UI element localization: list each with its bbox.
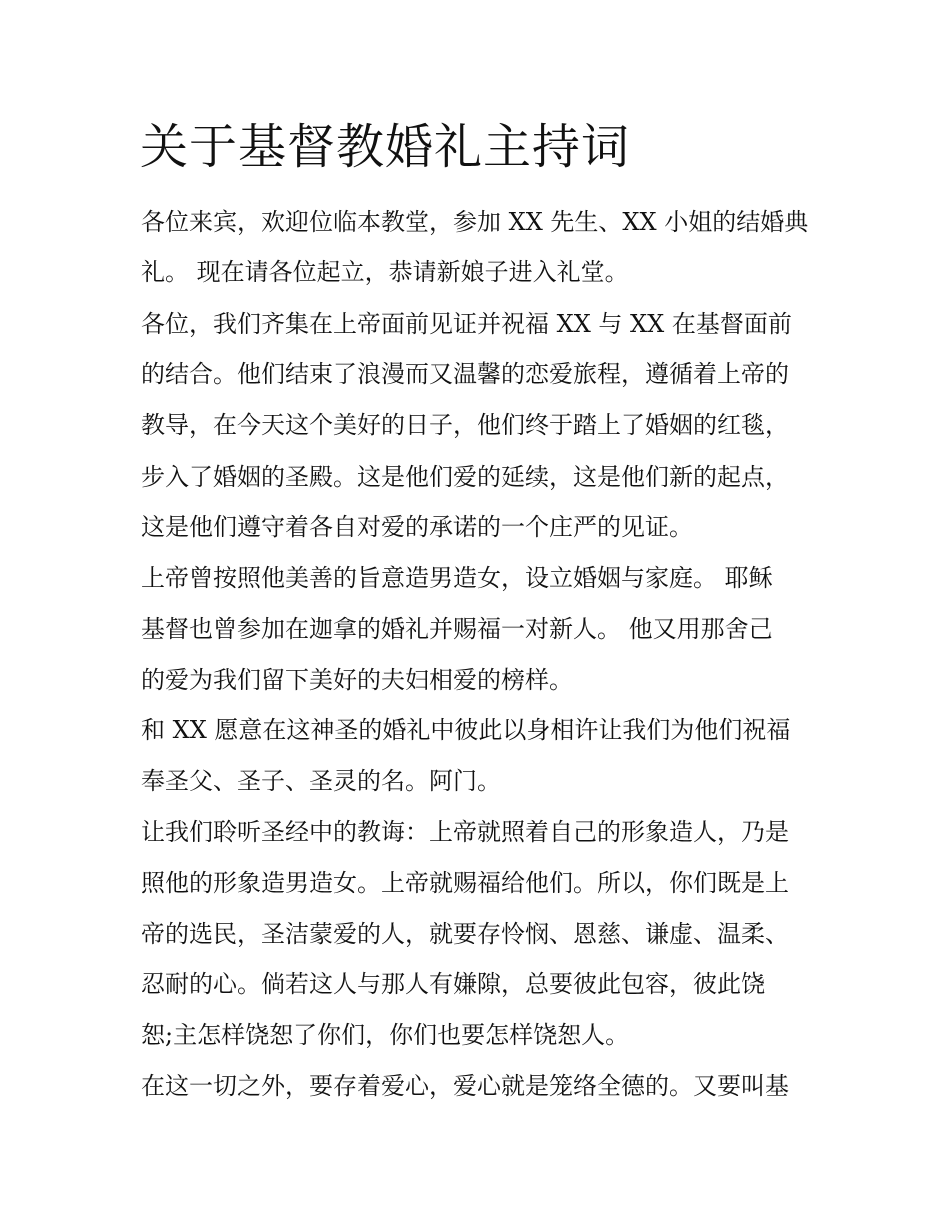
text-line-17: 恕;主怎样饶恕了你们，你们也要怎样饶恕人。 — [141, 1021, 630, 1049]
text-line-3: 各位，我们齐集在上帝面前见证并祝福 XX 与 XX 在基督面前 — [141, 310, 792, 338]
text-line-14: 照他的形象造男造女。上帝就赐福给他们。所以，你们既是上 — [141, 869, 789, 897]
text-line-15: 帝的选民，圣洁蒙爱的人，就要存怜悯、恩慈、谦虚、温柔、 — [141, 920, 789, 948]
text-line-10: 的爱为我们留下美好的夫妇相爱的榜样。 — [141, 666, 573, 694]
text-line-5: 教导，在今天这个美好的日子，他们终于踏上了婚姻的红毯， — [141, 411, 789, 439]
text-line-8: 上帝曾按照他美善的旨意造男造女，设立婚姻与家庭。 耶稣 — [141, 564, 773, 592]
text-line-2: 礼。 现在请各位起立，恭请新娘子进入礼堂。 — [141, 258, 629, 286]
text-line-4: 的结合。他们结束了浪漫而又温馨的恋爱旅程，遵循着上帝的 — [141, 360, 789, 388]
text-line-16: 忍耐的心。倘若这人与那人有嫌隙，总要彼此包容，彼此饶 — [141, 970, 765, 998]
text-line-12: 奉圣父、圣子、圣灵的名。阿门。 — [141, 767, 501, 795]
text-line-9: 基督也曾参加在迦拿的婚礼并赐福一对新人。 他又用那舍己 — [141, 615, 773, 643]
text-line-11: 和 XX 愿意在这神圣的婚礼中彼此以身相许让我们为他们祝福 — [141, 716, 791, 744]
document-title: 关于基督教婚礼主持词 — [140, 119, 631, 175]
text-line-18: 在这一切之外，要存着爱心，爱心就是笼络全德的。又要叫基 — [141, 1072, 789, 1100]
text-line-6: 步入了婚姻的圣殿。这是他们爱的延续，这是他们新的起点， — [141, 463, 789, 491]
text-line-13: 让我们聆听圣经中的教诲：上帝就照着自己的形象造人，乃是 — [141, 818, 789, 846]
text-line-7: 这是他们遵守着各自对爱的承诺的一个庄严的见证。 — [141, 513, 693, 541]
text-line-1: 各位来宾，欢迎位临本教堂，参加 XX 先生、XX 小姐的结婚典 — [141, 208, 809, 236]
